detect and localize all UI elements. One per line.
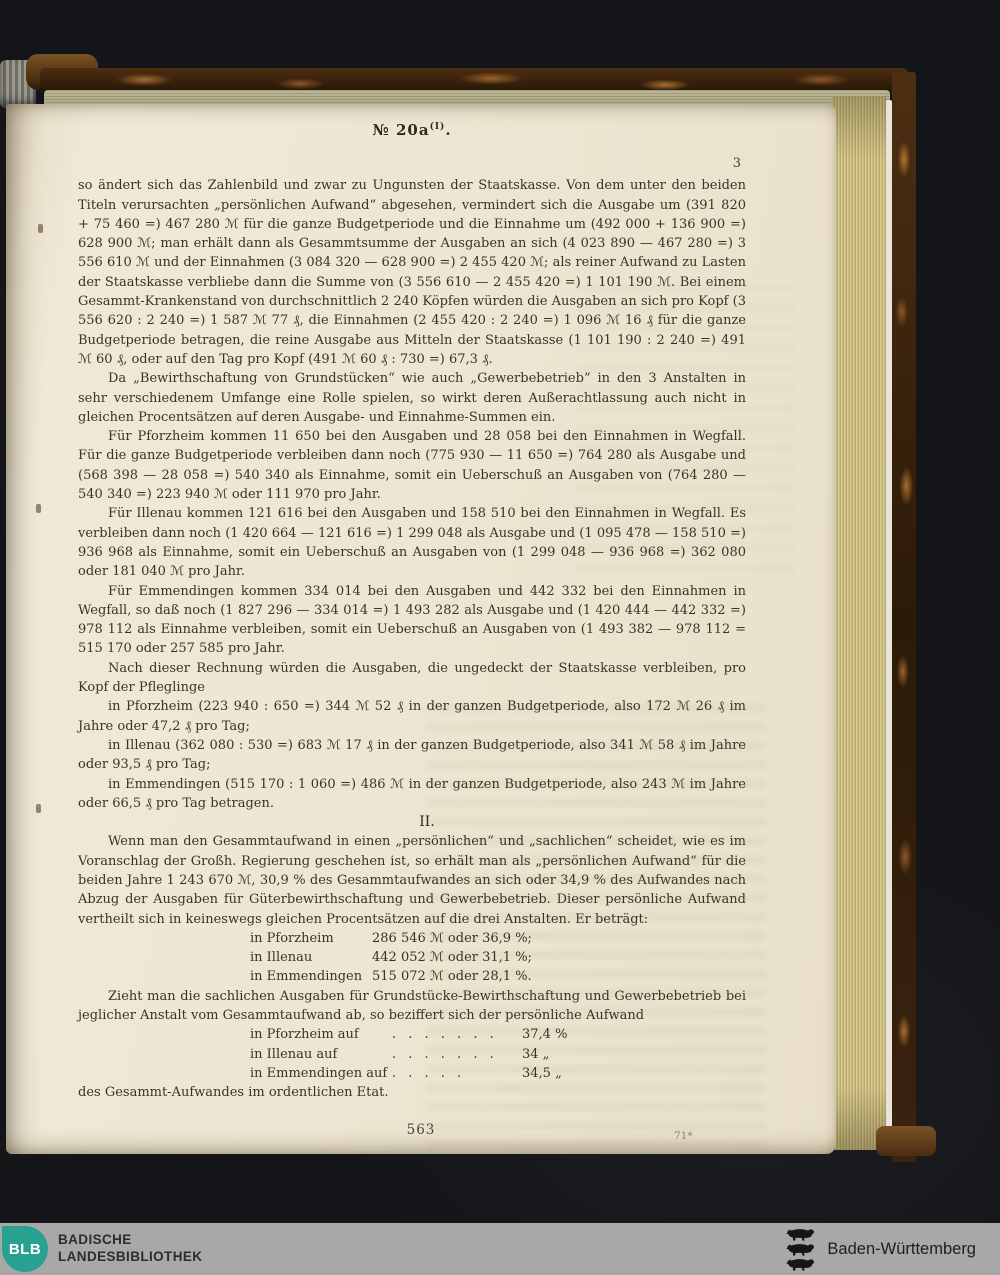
table-cell-value: 34,5 „ <box>522 1065 562 1081</box>
blb-logo-text: BLB <box>8 1240 42 1258</box>
book-fore-edge-pages <box>832 96 886 1150</box>
table-cell-value: 34 „ <box>522 1046 550 1062</box>
library-name-line2: LANDESBIBLIOTHEK <box>58 1249 203 1264</box>
dot-leader: . . . . . . . <box>392 1027 498 1043</box>
document-number-period: . <box>445 121 452 139</box>
table-cell-value: 286 546 ℳ oder 36,9 %; <box>372 930 532 946</box>
percentage-table <box>250 1025 746 1083</box>
paragraph-pforzheim: Für Pforzheim kommen 11 650 bei den Ausgaben und 28 058 bei den Einnahmen in Wegfall. Für die ganze Budgetperiode verbleiben dann noch (775 930 — 11 650 =) 764 280 als Ausgabe und (568 398 — 28 058 =) 540 340 als Einnahme, somit ein Ueberschuß an Ausgaben von (764 280 — 540 340 =) 223 940 ℳ oder 111 970 pro Jahr. <box>78 429 746 503</box>
section-heading: II. <box>419 814 435 831</box>
state-name: Baden-Württemberg <box>827 1239 976 1258</box>
library-name-line1: BADISCHE <box>58 1232 132 1247</box>
table-row <box>250 929 746 948</box>
table-cell-place: in Emmendingen <box>250 969 363 985</box>
library-footer-bar <box>0 1223 1000 1275</box>
dot-leader: . . . . . . . <box>392 1046 498 1062</box>
book-cover-right-edge <box>892 72 916 1162</box>
document-number: № 20a <box>372 121 430 139</box>
table-cell-label: in Emmendingen auf <box>250 1065 388 1081</box>
page-number-top: 3 <box>732 156 741 171</box>
paragraph-emmendingen: Für Emmendingen kommen 334 014 bei den Ausgaben und 442 332 bei den Einnahmen in Wegfall, so daß noch (1 827 296 — 334 014 =) 1 493 282 als Ausgabe und (1 420 444 — 442 332 =) 978 112 als Einnahme verbleiben, somit ein Ueberschuß an Ausgaben von (1 493 382 — 978 112 = 515 170 oder 257 585 pro Jahr. <box>78 583 746 657</box>
table-row <box>250 1045 746 1064</box>
table-cell-value: 37,4 % <box>522 1027 568 1043</box>
scanned-page <box>6 104 836 1154</box>
blb-logo <box>2 1226 48 1272</box>
binding-stitch <box>36 504 41 513</box>
allocation-table <box>250 929 746 987</box>
table-cell-place: in Pforzheim <box>250 930 334 946</box>
paragraph-grundstuecke: Da „Bewirthschaftung von Grundstücken“ wie auch „Gewerbebetrieb“ in den 3 Anstalten in sehr verschiedenem Umfange eine Rolle spielen, so wirkt deren Außerachtlassung auch nicht in gleichen Procentsätzen auf deren Ausgabe- und Einnahme-Summen ein. <box>78 371 746 425</box>
paragraph-sachliche: Zieht man die sachlichen Ausgaben für Grundstücke-Bewirthschaftung und Gewerbebetrieb bei jeglicher Anstalt vom Gesammtaufwand ab, so beziffert sich der persönliche Aufwand <box>78 988 746 1024</box>
table-row <box>250 1064 746 1083</box>
running-head <box>78 118 746 140</box>
list-item-emmendingen: in Emmendingen (515 170 : 1 060 =) 486 ℳ in der ganzen Budgetperiode, also 243 ℳ im Jahre oder 66,5 ₰ pro Tag betragen. <box>78 776 746 811</box>
table-cell-label: in Pforzheim auf <box>250 1027 359 1043</box>
page-number-bottom: 563 <box>406 1122 436 1138</box>
document-number-superscript: (I) <box>429 122 446 132</box>
page-content <box>78 118 746 1103</box>
paragraph-intro: so ändert sich das Zahlenbild und zwar zu Ungunsten der Staatskasse. Von dem unter den beiden Titeln verursachten „persönlichen Aufwand“ abgesehen, vermindert sich die Ausgabe um (391 820 + 75 460 =) 467 280 ℳ für die ganze Budgetperiode und die Einnahme um (492 000 + 136 900 =) 628 900 ℳ; man erhält dann als Gesammtsumme der Ausgaben an sich (4 023 890 — 467 280 =) 3 556 610 ℳ und der Einnahmen (3 084 320 — 628 900 =) 2 455 420 ℳ; als reiner Aufwand zu Lasten der Staatskasse verbliebe dann die Summe von (3 556 610 — 2 455 420 =) 1 101 190 ℳ. Bei einem Gesammt-Krankenstand von durchschnittlich 2 240 Köpfen würden die Ausgaben an sich pro Kopf (3 556 620 : 2 240 =) 1 587 ℳ 77 ₰, die Einnahmen (2 455 420 : 2 240 =) 1 096 ℳ 16 ₰ für die ganze Budgetperiode betragen, die reine Ausgabe aus Mitteln der Staatskasse (1 101 190 : 2 240 =) 491 ℳ 60 ₰, oder auf den Tag pro Kopf (491 ℳ 60 ₰ : 730 =) 67,3 ₰. <box>78 178 746 367</box>
dot-leader: . . . . . <box>392 1065 466 1081</box>
signature-mark: 71* <box>674 1130 693 1142</box>
table-row <box>250 1025 746 1044</box>
table-cell-place: in Illenau <box>250 950 313 966</box>
baden-wuerttemberg-coat-of-arms-icon <box>785 1227 817 1271</box>
table-cell-value: 515 072 ℳ oder 28,1 %. <box>372 969 532 985</box>
binding-stitch <box>38 224 43 233</box>
state-branding <box>785 1223 976 1275</box>
binding-stitch <box>36 804 41 813</box>
table-row <box>250 948 746 967</box>
paragraph-illenau: Für Illenau kommen 121 616 bei den Ausgaben und 158 510 bei den Einnahmen in Wegfall. Es verbleiben dann noch (1 420 664 — 121 616 =) 1 299 048 als Ausgabe und (1 095 478 — 158 510 =) 936 968 als Einnahme, somit ein Ueberschuß an Ausgaben von (1 299 048 — 936 968 =) 362 080 oder 181 040 ℳ pro Jahr. <box>78 506 746 580</box>
table-cell-value: 442 052 ℳ oder 31,1 %; <box>372 950 532 966</box>
paragraph-rechnung: Nach dieser Rechnung würden die Ausgaben, die ungedeckt der Staatskasse verbleiben, pro Kopf der Pfleglinge <box>78 660 746 696</box>
table-cell-label: in Illenau auf <box>250 1046 338 1062</box>
paragraph-gesammtaufwand: Wenn man den Gesammtaufwand in einen „persönlichen“ und „sachlichen“ scheidet, wie es im Voranschlag der Großh. Regierung geschehen ist, so erhält man als „persönlichen Aufwand“ für die beiden Jahre 1 243 670 ℳ, 30,9 % des Gesammtaufwandes an sich oder 34,9 % des Aufwandes nach Abzug der Ausgaben für Güterbewirthschaftung und Gewerbebetrieb. Dieser persönliche Aufwand vertheilt sich in keineswegs gleichen Procentsätzen auf die drei Anstalten. Er beträgt: <box>78 834 746 927</box>
book-cover-bottom-corner <box>876 1126 936 1156</box>
table-row <box>250 967 746 986</box>
library-name <box>58 1231 202 1265</box>
list-item-pforzheim: in Pforzheim (223 940 : 650 =) 344 ℳ 52 ₰ in der ganzen Budgetperiode, also 172 ℳ 26 ₰ im Jahre oder 47,2 ₰ pro Tag; <box>78 699 746 734</box>
closing-line: des Gesammt-Aufwandes im ordentlichen Etat. <box>78 1085 389 1101</box>
list-item-illenau: in Illenau (362 080 : 530 =) 683 ℳ 17 ₰ in der ganzen Budgetperiode, also 341 ℳ 58 ₰ im Jahre oder 93,5 ₰ pro Tag; <box>78 737 746 773</box>
body-text <box>78 176 746 1102</box>
